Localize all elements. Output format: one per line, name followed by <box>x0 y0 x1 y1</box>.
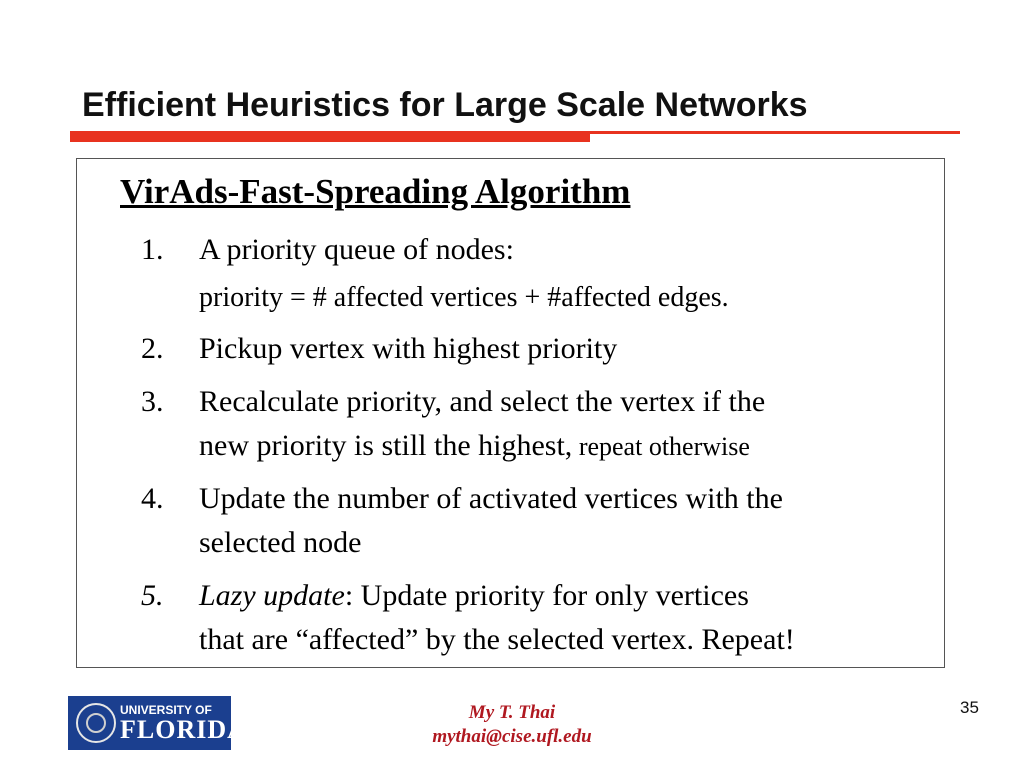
item-text-line: selected node <box>199 526 362 559</box>
title-underline-thick <box>70 134 590 142</box>
footer-email: mythai@cise.ufl.edu <box>432 726 592 747</box>
item-number: 3. <box>141 385 164 418</box>
item-number: 2. <box>141 332 164 365</box>
item-text-line-with-suffix <box>199 424 750 469</box>
item-text-line: priority = # affected vertices + #affected edges. <box>199 282 729 313</box>
logo-line-1: UNIVERSITY OF <box>120 703 212 717</box>
page-number: 35 <box>960 698 979 717</box>
item-text: new priority is still the highest, <box>199 429 573 462</box>
item-text-line: that are “affected” by the selected vertex. Repeat! <box>199 623 795 656</box>
item-text-line-with-lead <box>199 574 749 618</box>
section-heading: VirAds-Fast-Spreading Algorithm <box>120 172 631 211</box>
item-text: : Update priority for only vertices <box>344 579 749 612</box>
footer-author: My T. Thai <box>468 702 556 723</box>
item-text-line: A priority queue of nodes: <box>199 233 514 266</box>
slide-title: Efficient Heuristics for Large Scale Networks <box>82 86 808 124</box>
item-suffix: repeat otherwise <box>572 432 750 461</box>
item-number: 1. <box>141 233 164 266</box>
item-text-line: Recalculate priority, and select the vertex if the <box>199 385 766 418</box>
item-text-line: Update the number of activated vertices with the <box>199 482 783 515</box>
item-text-line: Pickup vertex with highest priority <box>199 332 618 365</box>
item-number: 5. <box>141 579 164 612</box>
item-number: 4. <box>141 482 164 515</box>
logo-line-2: FLORIDA <box>120 715 247 744</box>
item-lead-italic: Lazy update <box>199 579 345 612</box>
